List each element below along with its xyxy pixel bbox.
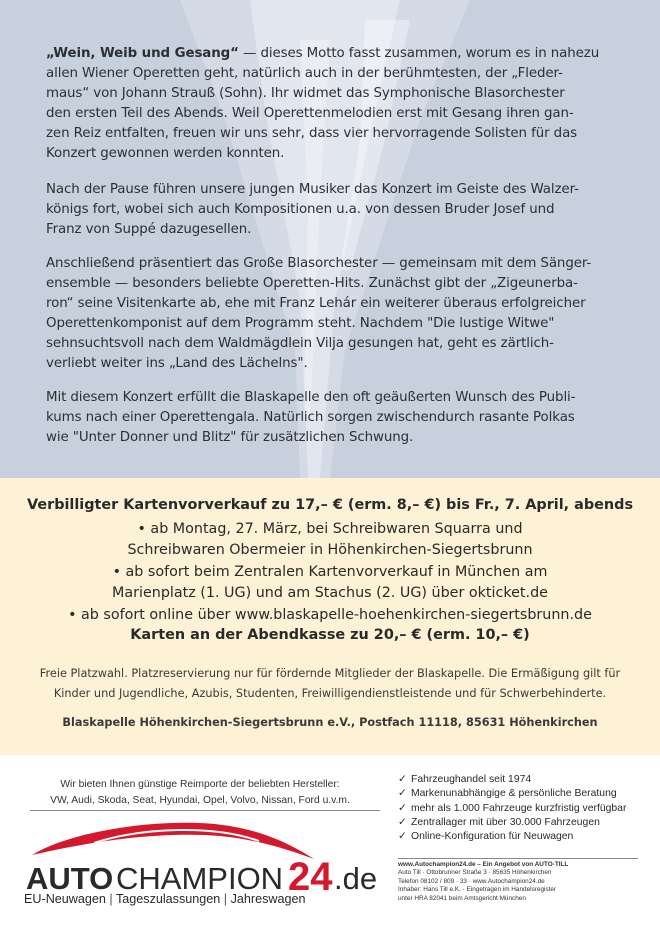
seating-note xyxy=(0,664,660,704)
logo-auto: AUTO xyxy=(26,861,114,893)
seating-note-line: Freie Platzwahl. Platzreservierung nur für fördernde Mitglieder der Blaskapelle. Die Ermäßigung gilt für xyxy=(39,667,621,680)
paragraph-line: maus“ von Johann Strauß (Sohn). Ihr widmet das Symphonische Blasorchester xyxy=(46,86,565,101)
tagline-separator: | xyxy=(223,892,228,906)
logo-de: .de xyxy=(334,861,378,893)
paragraph-line: den ersten Teil des Abends. Weil Operettenmelodien erst mit Gesang ihren gan- xyxy=(46,106,574,121)
imprint-line: unter HRA 82041 beim Amtsgericht München xyxy=(398,894,526,902)
paragraph-second-half xyxy=(46,180,618,240)
checkmark-icon: ✓ xyxy=(398,802,407,814)
imprint-line: Inhaber: Hans Till e.K. · Eingetragen im Handelsregister xyxy=(398,886,557,894)
motto-text: „Wein, Weib und Gesang“ xyxy=(46,46,239,61)
feature-text: Markenunabhängige & persönliche Beratung xyxy=(411,788,617,800)
organizer-address: Blaskapelle Höhenkirchen-Siegertsbrunn e.V., Postfach 11118, 85631 Höhenkirchen xyxy=(62,716,598,729)
paragraph-line: wie "Unter Donner und Blitz" für zusätzlichen Schwung. xyxy=(46,430,414,445)
checkmark-icon: ✓ xyxy=(398,831,407,843)
car-swoosh-icon xyxy=(32,823,314,859)
feature-item xyxy=(398,830,648,844)
evening-box-office: Karten an der Abendkasse zu 20,– € (erm. 10,– €) xyxy=(130,627,530,643)
ad-tagline xyxy=(24,892,306,906)
paragraph-line: zen Reiz entfalten, freuen wir uns sehr, dass vier hervorragende Solisten für das xyxy=(46,126,578,141)
checkmark-icon: ✓ xyxy=(398,788,407,800)
feature-item xyxy=(398,816,648,830)
checkmark-icon: ✓ xyxy=(398,816,407,828)
paragraph-line: Nach der Pause führen unsere jungen Musiker das Konzert im Geiste des Walzer- xyxy=(46,182,579,197)
presale-bullet-online-link[interactable]: • ab sofort online über www.blaskapelle-hoehenkirchen-siegertsbrunn.de xyxy=(68,607,592,623)
paragraph-line: — dieses Motto fasst zusammen, worum es in nahezu xyxy=(238,46,600,61)
presale-bullet-shops: • ab Montag, 27. März, bei Schreibwaren Squarra und xyxy=(137,521,523,537)
feature-list xyxy=(398,773,648,844)
tagline-separator: | xyxy=(109,892,113,906)
tagline-item: EU-Neuwagen xyxy=(24,892,106,906)
logo-champion: CHAMPION xyxy=(116,861,284,893)
paragraph-line: ron“ seine Visitenkarte ab, ehe mit Franz Lehár ein weiterer überaus erfolgreicher xyxy=(46,296,586,311)
feature-item xyxy=(398,773,648,787)
imprint-line: Telefon 08102 / 809 · 33 · www.Autochampion24.de xyxy=(398,877,545,885)
logo-24: 24 xyxy=(288,855,333,893)
autochampion24-logo[interactable] xyxy=(24,813,394,893)
divider xyxy=(398,858,638,859)
paragraph-line: Franz von Suppé dazugesellen. xyxy=(46,222,252,237)
paragraph-line: Operettenkomponist auf dem Programm steht. Nachdem "Die lustige Witwe" xyxy=(46,316,555,331)
feature-text: Fahrzeughandel seit 1974 xyxy=(411,774,532,785)
ad-brands-line: VW, Audi, Skoda, Seat, Hyundai, Opel, Volvo, Nissan, Ford u.v.m. xyxy=(50,794,350,806)
paragraph-line: allen Wiener Operetten geht, natürlich auch in der berühmtesten, der „Fleder- xyxy=(46,66,563,81)
tagline-item: Tageszulassungen xyxy=(115,892,221,906)
divider xyxy=(30,810,380,811)
paragraph-closing xyxy=(46,388,618,448)
feature-item xyxy=(398,802,648,816)
seating-note-line: Kinder und Jugendliche, Azubis, Studenten, Freiwilligendienstleistende und für Schwerbehinderte. xyxy=(53,687,607,700)
checkmark-icon: ✓ xyxy=(398,774,407,785)
feature-text: Zentrallager mit über 30.000 Fahrzeugen xyxy=(411,816,600,828)
ad-intro-line: Wir bieten Ihnen günstige Reimporte der beliebten Hersteller: xyxy=(60,779,340,790)
ad-intro xyxy=(30,777,370,808)
presale-bullet-munich-cont: Marienplatz (1. UG) und am Stachus (2. UG) über okticket.de xyxy=(112,585,548,601)
paragraph-line: verliebt weiter ins „Land des Lächelns". xyxy=(46,356,308,371)
feature-item xyxy=(398,787,648,801)
paragraph-line: ensemble — besonders beliebte Operetten-Hits. Zunächst gibt der „Zigeunerba- xyxy=(46,276,578,291)
imprint-line: Auto Till · Ottobrunner Straße 3 · 85635 Höhenkirchen xyxy=(398,869,552,877)
presale-bullet-shops-cont: Schreibwaren Obermeier in Höhenkirchen-Siegertsbrunn xyxy=(127,542,533,558)
feature-text: mehr als 1.000 Fahrzeuge kurzfristig verfügbar xyxy=(411,802,627,814)
paragraph-operetta-hits xyxy=(46,254,618,374)
paragraph-line: Mit diesem Konzert erfüllt die Blaskapelle den oft geäußerten Wunsch des Publi- xyxy=(46,390,576,405)
paragraph-intro xyxy=(46,44,618,164)
presale-heading: Verbilligter Kartenvorverkauf zu 17,– € (erm. 8,– €) bis Fr., 7. April, abends xyxy=(26,497,634,513)
advertisement xyxy=(0,755,660,933)
paragraph-line: Anschließend präsentiert das Große Blasorchester — gemeinsam mit dem Sänger- xyxy=(46,256,592,271)
ticket-section xyxy=(0,478,660,755)
paragraph-line: sehnsuchtsvoll nach dem Waldmägdlein Vilja gesungen hat, geht es zärtlich- xyxy=(46,336,554,351)
feature-text: Online-Konfiguration für Neuwagen xyxy=(411,831,574,843)
paragraph-line: kums nach einer Operettengala. Natürlich sorgen zwischendurch rasante Polkas xyxy=(46,410,575,425)
paragraph-line: Konzert gewonnen werden konnten. xyxy=(46,146,285,161)
paragraph-line: königs fort, wobei sich auch Kompositionen u.a. von dessen Bruder Josef und xyxy=(46,202,555,217)
tagline-item: Jahreswagen xyxy=(230,892,306,906)
ad-imprint xyxy=(398,861,648,903)
imprint-website-link[interactable]: www.Autochampion24.de – Ein Angebot von AUTO-TILL xyxy=(398,861,569,868)
presale-bullet-munich: • ab sofort beim Zentralen Kartenvorverkauf in München am xyxy=(112,564,548,580)
